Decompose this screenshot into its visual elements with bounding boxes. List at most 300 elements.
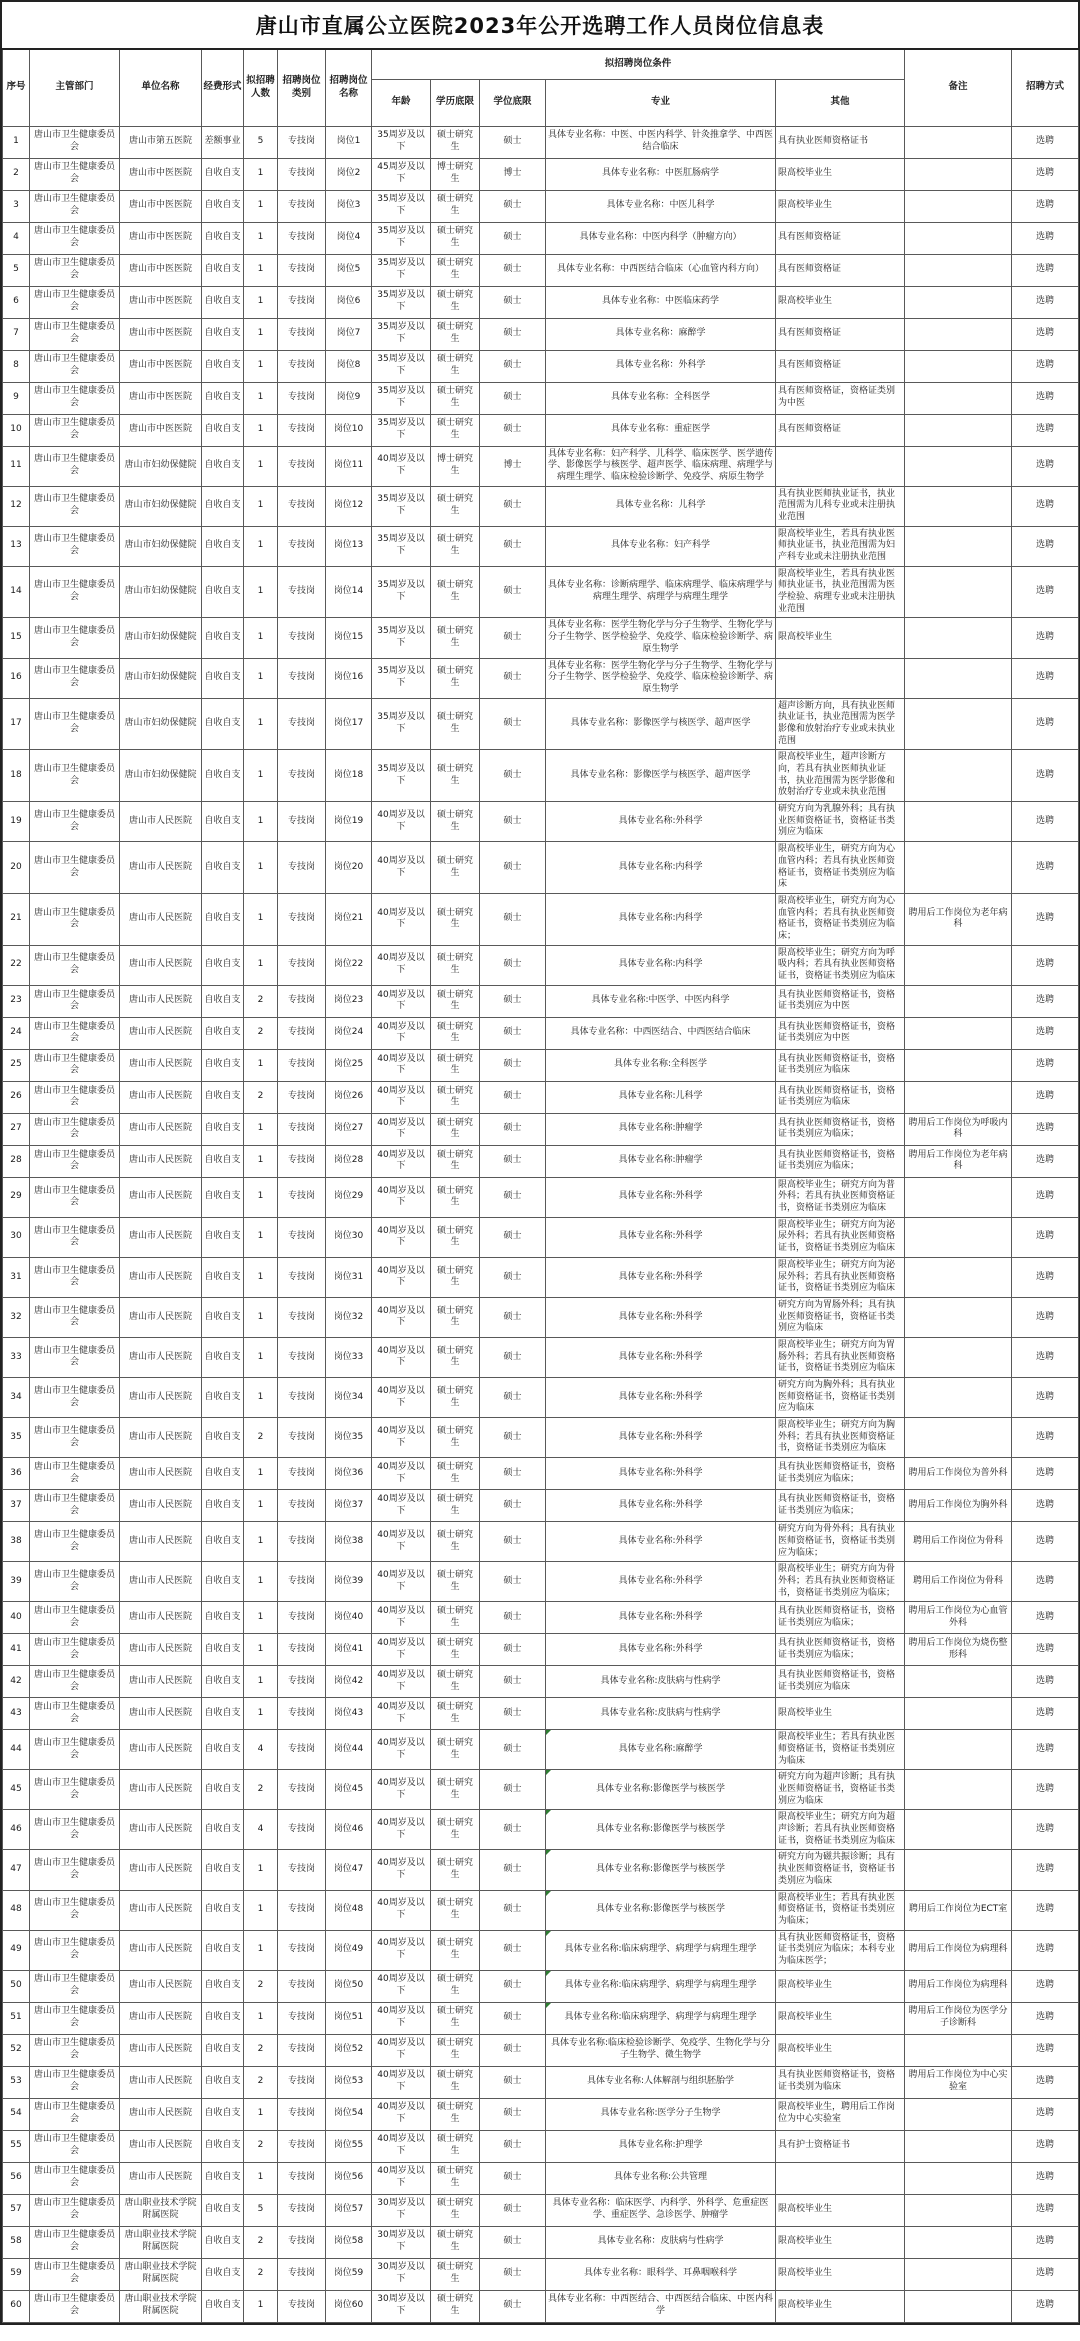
table-row <box>3 802 1079 842</box>
cell-other: 限高校毕业生；研究方向为呼吸内科；若具有执业医师资格证书，资格证书类别应为临床 <box>776 945 905 985</box>
table-row <box>3 2194 1079 2226</box>
cell-remark: 聘用后工作岗位为烧伤整形科 <box>905 1634 1012 1666</box>
cell-category: 专技岗 <box>278 126 326 158</box>
cell-other: 研究方向为胃肠外科；具有执业医师资格证书，资格证书类别应为临床 <box>776 1297 905 1337</box>
cell-education: 硕士研究生 <box>431 1770 480 1810</box>
cell-age: 30周岁及以下 <box>372 2194 431 2226</box>
cell-education: 硕士研究生 <box>431 1634 480 1666</box>
cell-funding: 自收自支 <box>202 2290 244 2322</box>
cell-other: 限高校毕业生 <box>776 1970 905 2002</box>
cell-degree: 硕士 <box>480 2066 546 2098</box>
cell-seq: 10 <box>3 414 30 446</box>
cell-post: 岗位29 <box>326 1177 372 1217</box>
cell-dept: 唐山市卫生健康委员会 <box>30 1490 120 1522</box>
cell-unit: 唐山市人民医院 <box>120 945 202 985</box>
table-row <box>3 2226 1079 2258</box>
cell-funding: 自收自支 <box>202 698 244 750</box>
cell-post: 岗位41 <box>326 1634 372 1666</box>
cell-degree: 硕士 <box>480 1770 546 1810</box>
cell-remark <box>905 126 1012 158</box>
cell-method: 选聘 <box>1012 350 1079 382</box>
cell-major: 具体专业名称:肿瘤学 <box>546 1145 776 1177</box>
cell-post: 岗位36 <box>326 1458 372 1490</box>
cell-post: 岗位15 <box>326 618 372 658</box>
cell-major: 具体专业名称:外科学 <box>546 1522 776 1562</box>
cell-other: 限高校毕业生 <box>776 2226 905 2258</box>
cell-age: 40周岁及以下 <box>372 2130 431 2162</box>
cell-seq: 40 <box>3 1602 30 1634</box>
cell-education: 硕士研究生 <box>431 1930 480 1970</box>
cell-age: 35周岁及以下 <box>372 658 431 698</box>
cell-unit: 唐山市人民医院 <box>120 1145 202 1177</box>
cell-count: 1 <box>244 526 278 566</box>
cell-seq: 41 <box>3 1634 30 1666</box>
cell-age: 40周岁及以下 <box>372 446 431 486</box>
table-row <box>3 1562 1079 1602</box>
cell-education: 硕士研究生 <box>431 1378 480 1418</box>
cell-category: 专技岗 <box>278 2098 326 2130</box>
table-row <box>3 1458 1079 1490</box>
cell-count: 2 <box>244 2130 278 2162</box>
cell-other <box>776 446 905 486</box>
cell-post: 岗位48 <box>326 1890 372 1930</box>
cell-method: 选聘 <box>1012 318 1079 350</box>
cell-unit: 唐山市人民医院 <box>120 1890 202 1930</box>
table-row <box>3 945 1079 985</box>
cell-method: 选聘 <box>1012 1257 1079 1297</box>
header-remark: 备注 <box>905 49 1012 126</box>
cell-dept: 唐山市卫生健康委员会 <box>30 1810 120 1850</box>
cell-education: 硕士研究生 <box>431 985 480 1017</box>
cell-category: 专技岗 <box>278 2258 326 2290</box>
cell-category: 专技岗 <box>278 1081 326 1113</box>
cell-method: 选聘 <box>1012 2258 1079 2290</box>
cell-funding: 自收自支 <box>202 1145 244 1177</box>
cell-category: 专技岗 <box>278 618 326 658</box>
cell-other: 限高校毕业生，若具有执业医师执业证书，执业范围需为医学检验、病理专业或未注册执业范围 <box>776 566 905 618</box>
table-row <box>3 1145 1079 1177</box>
cell-seq: 34 <box>3 1378 30 1418</box>
cell-remark <box>905 1217 1012 1257</box>
cell-remark: 聘用后工作岗位为骨科 <box>905 1522 1012 1562</box>
cell-unit: 唐山市中医医院 <box>120 318 202 350</box>
cell-major: 具体专业名称：中医、中医内科学、针灸推拿学、中西医结合临床 <box>546 126 776 158</box>
cell-count: 1 <box>244 414 278 446</box>
cell-age: 35周岁及以下 <box>372 618 431 658</box>
cell-education: 硕士研究生 <box>431 945 480 985</box>
cell-count: 2 <box>244 2066 278 2098</box>
table-row <box>3 1257 1079 1297</box>
cell-age: 40周岁及以下 <box>372 1850 431 1890</box>
cell-count: 5 <box>244 2194 278 2226</box>
cell-other: 限高校毕业生；若具有执业医师资格证书，资格证书类别应为临床； <box>776 1890 905 1930</box>
cell-method: 选聘 <box>1012 222 1079 254</box>
table-row <box>3 2066 1079 2098</box>
cell-education: 硕士研究生 <box>431 486 480 526</box>
cell-method: 选聘 <box>1012 1378 1079 1418</box>
cell-unit: 唐山市妇幼保健院 <box>120 618 202 658</box>
cell-post: 岗位1 <box>326 126 372 158</box>
cell-method: 选聘 <box>1012 1490 1079 1522</box>
green-corner-mark-icon <box>546 1931 551 1936</box>
cell-major: 具体专业名称：医学生物化学与分子生物学、生物化学与分子生物学、医学检验学、免疫学、临床检验诊断学、病原生物学 <box>546 658 776 698</box>
cell-age: 40周岁及以下 <box>372 1081 431 1113</box>
cell-post: 岗位50 <box>326 1970 372 2002</box>
cell-funding: 自收自支 <box>202 158 244 190</box>
cell-unit: 唐山市妇幼保健院 <box>120 566 202 618</box>
cell-major: 具体专业名称：医学生物化学与分子生物学、生物化学与分子生物学、医学检验学、免疫学、临床检验诊断学、病原生物学 <box>546 618 776 658</box>
cell-post: 岗位21 <box>326 893 372 945</box>
cell-other: 具有执业医师资格证书，资格证书类别应为临床 <box>776 1049 905 1081</box>
cell-category: 专技岗 <box>278 1634 326 1666</box>
cell-method: 选聘 <box>1012 1890 1079 1930</box>
cell-funding: 自收自支 <box>202 1257 244 1297</box>
cell-post: 岗位17 <box>326 698 372 750</box>
cell-seq: 39 <box>3 1562 30 1602</box>
header-age: 年龄 <box>372 79 431 126</box>
cell-post: 岗位56 <box>326 2162 372 2194</box>
cell-major: 具体专业名称:临床检验诊断学、免疫学、生物化学与分子生物学、微生物学 <box>546 2034 776 2066</box>
cell-dept: 唐山市卫生健康委员会 <box>30 486 120 526</box>
cell-dept: 唐山市卫生健康委员会 <box>30 318 120 350</box>
cell-remark <box>905 750 1012 802</box>
cell-age: 35周岁及以下 <box>372 286 431 318</box>
cell-degree: 硕士 <box>480 2002 546 2034</box>
cell-unit: 唐山市人民医院 <box>120 1177 202 1217</box>
cell-other: 限高校毕业生 <box>776 2034 905 2066</box>
cell-other: 具有护士资格证书 <box>776 2130 905 2162</box>
cell-other: 具有执业医师资格证书，资格证书类别应为临床； <box>776 1634 905 1666</box>
cell-method: 选聘 <box>1012 698 1079 750</box>
table-row <box>3 842 1079 894</box>
cell-dept: 唐山市卫生健康委员会 <box>30 1930 120 1970</box>
cell-post: 岗位27 <box>326 1113 372 1145</box>
table-row <box>3 750 1079 802</box>
cell-dept: 唐山市卫生健康委员会 <box>30 382 120 414</box>
cell-method: 选聘 <box>1012 1562 1079 1602</box>
cell-other: 研究方向为乳腺外科；具有执业医师资格证书，资格证书类别应为临床 <box>776 802 905 842</box>
cell-funding: 自收自支 <box>202 802 244 842</box>
cell-seq: 16 <box>3 658 30 698</box>
cell-remark <box>905 446 1012 486</box>
cell-unit: 唐山市妇幼保健院 <box>120 698 202 750</box>
header-seq: 序号 <box>3 49 30 126</box>
cell-unit: 唐山市人民医院 <box>120 1666 202 1698</box>
cell-method: 选聘 <box>1012 1297 1079 1337</box>
cell-method: 选聘 <box>1012 2194 1079 2226</box>
position-table <box>2 48 1079 2323</box>
cell-post: 岗位54 <box>326 2098 372 2130</box>
cell-major: 具体专业名称:影像医学与核医学 <box>546 1850 776 1890</box>
cell-education: 硕士研究生 <box>431 1602 480 1634</box>
cell-count: 1 <box>244 1217 278 1257</box>
table-row <box>3 698 1079 750</box>
cell-dept: 唐山市卫生健康委员会 <box>30 126 120 158</box>
cell-dept: 唐山市卫生健康委员会 <box>30 526 120 566</box>
cell-funding: 自收自支 <box>202 893 244 945</box>
cell-funding: 自收自支 <box>202 2194 244 2226</box>
cell-seq: 43 <box>3 1698 30 1730</box>
cell-major: 具体专业名称：中西医结合、中西医结合临床、中医内科学 <box>546 2290 776 2322</box>
cell-funding: 自收自支 <box>202 566 244 618</box>
cell-education: 硕士研究生 <box>431 1458 480 1490</box>
cell-education: 硕士研究生 <box>431 842 480 894</box>
cell-remark: 聘用后工作岗位为普外科 <box>905 1458 1012 1490</box>
cell-remark <box>905 286 1012 318</box>
cell-age: 30周岁及以下 <box>372 2258 431 2290</box>
cell-education: 硕士研究生 <box>431 1490 480 1522</box>
table-row <box>3 2002 1079 2034</box>
cell-post: 岗位51 <box>326 2002 372 2034</box>
cell-remark: 聘用后工作岗位为医学分子诊断科 <box>905 2002 1012 2034</box>
cell-count: 2 <box>244 2258 278 2290</box>
cell-dept: 唐山市卫生健康委员会 <box>30 1113 120 1145</box>
cell-count: 2 <box>244 1418 278 1458</box>
cell-unit: 唐山市中医医院 <box>120 286 202 318</box>
cell-seq: 19 <box>3 802 30 842</box>
cell-funding: 自收自支 <box>202 2226 244 2258</box>
cell-major: 具体专业名称:皮肤病与性病学 <box>546 1666 776 1698</box>
cell-age: 40周岁及以下 <box>372 1217 431 1257</box>
cell-education: 硕士研究生 <box>431 1970 480 2002</box>
cell-remark <box>905 2130 1012 2162</box>
cell-age: 35周岁及以下 <box>372 750 431 802</box>
table-row <box>3 1522 1079 1562</box>
page-title: 唐山市直属公立医院2023年公开选聘工作人员岗位信息表 <box>255 14 825 38</box>
cell-post: 岗位5 <box>326 254 372 286</box>
cell-dept: 唐山市卫生健康委员会 <box>30 350 120 382</box>
cell-major: 具体专业名称:临床病理学、病理学与病理生理学 <box>546 1970 776 2002</box>
cell-unit: 唐山市妇幼保健院 <box>120 658 202 698</box>
table-row <box>3 414 1079 446</box>
cell-post: 岗位19 <box>326 802 372 842</box>
header-count: 拟招聘人数 <box>244 49 278 126</box>
cell-education: 硕士研究生 <box>431 1081 480 1113</box>
cell-age: 40周岁及以下 <box>372 1017 431 1049</box>
table-row <box>3 1177 1079 1217</box>
cell-other: 限高校毕业生 <box>776 2290 905 2322</box>
cell-category: 专技岗 <box>278 566 326 618</box>
cell-category: 专技岗 <box>278 698 326 750</box>
cell-remark <box>905 2226 1012 2258</box>
cell-funding: 自收自支 <box>202 2066 244 2098</box>
cell-category: 专技岗 <box>278 2162 326 2194</box>
table-row <box>3 1666 1079 1698</box>
cell-unit: 唐山市人民医院 <box>120 1602 202 1634</box>
cell-major: 具体专业名称:外科学 <box>546 1562 776 1602</box>
cell-other: 限高校毕业生；研究方向为超声诊断；若具有执业医师资格证书，资格证书类别应为临床 <box>776 1810 905 1850</box>
cell-education: 硕士研究生 <box>431 2130 480 2162</box>
cell-degree: 硕士 <box>480 2226 546 2258</box>
header-other: 其他 <box>776 79 905 126</box>
cell-major: 具体专业名称：妇产科学 <box>546 526 776 566</box>
cell-dept: 唐山市卫生健康委员会 <box>30 1418 120 1458</box>
cell-dept: 唐山市卫生健康委员会 <box>30 1297 120 1337</box>
cell-remark: 聘用后工作岗位为胸外科 <box>905 1490 1012 1522</box>
cell-major: 具体专业名称:外科学 <box>546 1378 776 1418</box>
cell-seq: 33 <box>3 1337 30 1377</box>
table-row <box>3 1490 1079 1522</box>
cell-count: 4 <box>244 1730 278 1770</box>
cell-remark: 聘用后工作岗位为呼吸内科 <box>905 1113 1012 1145</box>
cell-unit: 唐山市人民医院 <box>120 1562 202 1602</box>
cell-method: 选聘 <box>1012 1049 1079 1081</box>
table-row <box>3 1297 1079 1337</box>
cell-funding: 自收自支 <box>202 382 244 414</box>
cell-education: 硕士研究生 <box>431 698 480 750</box>
cell-funding: 自收自支 <box>202 222 244 254</box>
cell-age: 35周岁及以下 <box>372 698 431 750</box>
cell-post: 岗位52 <box>326 2034 372 2066</box>
cell-degree: 硕士 <box>480 2130 546 2162</box>
cell-degree: 硕士 <box>480 1890 546 1930</box>
cell-count: 1 <box>244 1634 278 1666</box>
cell-unit: 唐山市中医医院 <box>120 158 202 190</box>
cell-age: 40周岁及以下 <box>372 842 431 894</box>
cell-funding: 自收自支 <box>202 842 244 894</box>
cell-degree: 硕士 <box>480 1049 546 1081</box>
cell-major: 具体专业名称：影像医学与核医学、超声医学 <box>546 750 776 802</box>
cell-education: 硕士研究生 <box>431 1810 480 1850</box>
cell-dept: 唐山市卫生健康委员会 <box>30 1081 120 1113</box>
cell-category: 专技岗 <box>278 2194 326 2226</box>
cell-unit: 唐山市人民医院 <box>120 1970 202 2002</box>
cell-count: 1 <box>244 1562 278 1602</box>
cell-dept: 唐山市卫生健康委员会 <box>30 1522 120 1562</box>
cell-seq: 52 <box>3 2034 30 2066</box>
cell-method: 选聘 <box>1012 985 1079 1017</box>
cell-method: 选聘 <box>1012 1930 1079 1970</box>
table-row <box>3 350 1079 382</box>
table-row <box>3 1810 1079 1850</box>
cell-remark <box>905 1698 1012 1730</box>
cell-remark <box>905 1730 1012 1770</box>
cell-degree: 硕士 <box>480 1217 546 1257</box>
cell-count: 2 <box>244 2034 278 2066</box>
cell-count: 1 <box>244 190 278 222</box>
cell-education: 硕士研究生 <box>431 618 480 658</box>
cell-degree: 硕士 <box>480 1113 546 1145</box>
cell-other: 限高校毕业生，研究方向为心血管内科；若具有执业医师资格证书，资格证书类别应为临床 <box>776 842 905 894</box>
cell-degree: 硕士 <box>480 750 546 802</box>
cell-unit: 唐山市人民医院 <box>120 1049 202 1081</box>
cell-seq: 6 <box>3 286 30 318</box>
cell-category: 专技岗 <box>278 1337 326 1377</box>
cell-method: 选聘 <box>1012 1113 1079 1145</box>
cell-seq: 23 <box>3 985 30 1017</box>
cell-education: 硕士研究生 <box>431 2066 480 2098</box>
cell-method: 选聘 <box>1012 1970 1079 2002</box>
cell-category: 专技岗 <box>278 1217 326 1257</box>
cell-dept: 唐山市卫生健康委员会 <box>30 446 120 486</box>
cell-dept: 唐山市卫生健康委员会 <box>30 2226 120 2258</box>
cell-age: 35周岁及以下 <box>372 318 431 350</box>
table-row <box>3 566 1079 618</box>
cell-count: 1 <box>244 1378 278 1418</box>
cell-education: 硕士研究生 <box>431 1049 480 1081</box>
cell-remark <box>905 842 1012 894</box>
cell-method: 选聘 <box>1012 1017 1079 1049</box>
header-major: 专业 <box>546 79 776 126</box>
cell-degree: 硕士 <box>480 414 546 446</box>
table-row <box>3 254 1079 286</box>
cell-category: 专技岗 <box>278 1970 326 2002</box>
cell-degree: 硕士 <box>480 842 546 894</box>
cell-degree: 硕士 <box>480 222 546 254</box>
cell-degree: 硕士 <box>480 318 546 350</box>
cell-education: 硕士研究生 <box>431 1666 480 1698</box>
cell-seq: 15 <box>3 618 30 658</box>
cell-category: 专技岗 <box>278 1602 326 1634</box>
cell-category: 专技岗 <box>278 1458 326 1490</box>
cell-remark <box>905 2162 1012 2194</box>
cell-funding: 自收自支 <box>202 2162 244 2194</box>
cell-education: 硕士研究生 <box>431 2034 480 2066</box>
cell-dept: 唐山市卫生健康委员会 <box>30 1177 120 1217</box>
cell-seq: 37 <box>3 1490 30 1522</box>
table-row <box>3 1730 1079 1770</box>
cell-dept: 唐山市卫生健康委员会 <box>30 802 120 842</box>
cell-count: 1 <box>244 1890 278 1930</box>
cell-education: 硕士研究生 <box>431 526 480 566</box>
cell-post: 岗位18 <box>326 750 372 802</box>
cell-post: 岗位33 <box>326 1337 372 1377</box>
table-row <box>3 1930 1079 1970</box>
cell-post: 岗位28 <box>326 1145 372 1177</box>
cell-count: 1 <box>244 1602 278 1634</box>
cell-seq: 14 <box>3 566 30 618</box>
cell-unit: 唐山市人民医院 <box>120 893 202 945</box>
cell-post: 岗位53 <box>326 2066 372 2098</box>
cell-method: 选聘 <box>1012 1145 1079 1177</box>
cell-remark <box>905 618 1012 658</box>
cell-category: 专技岗 <box>278 190 326 222</box>
cell-remark <box>905 1418 1012 1458</box>
cell-age: 40周岁及以下 <box>372 802 431 842</box>
cell-funding: 自收自支 <box>202 2098 244 2130</box>
cell-age: 40周岁及以下 <box>372 1522 431 1562</box>
cell-method: 选聘 <box>1012 1081 1079 1113</box>
cell-post: 岗位44 <box>326 1730 372 1770</box>
cell-other: 限高校毕业生；研究方向为胃肠外科；若具有执业医师资格证书，资格证书类别应为临床 <box>776 1337 905 1377</box>
cell-education: 硕士研究生 <box>431 1850 480 1890</box>
cell-funding: 自收自支 <box>202 2130 244 2162</box>
cell-age: 40周岁及以下 <box>372 893 431 945</box>
cell-count: 1 <box>244 618 278 658</box>
cell-unit: 唐山市人民医院 <box>120 2066 202 2098</box>
table-row <box>3 2290 1079 2322</box>
cell-unit: 唐山市人民医院 <box>120 842 202 894</box>
cell-category: 专技岗 <box>278 1297 326 1337</box>
cell-major: 具体专业名称:外科学 <box>546 1418 776 1458</box>
cell-category: 专技岗 <box>278 1177 326 1217</box>
cell-seq: 22 <box>3 945 30 985</box>
cell-age: 40周岁及以下 <box>372 1930 431 1970</box>
cell-post: 岗位20 <box>326 842 372 894</box>
cell-degree: 博士 <box>480 446 546 486</box>
cell-education: 硕士研究生 <box>431 1562 480 1602</box>
table-row <box>3 2258 1079 2290</box>
cell-remark <box>905 382 1012 414</box>
cell-seq: 47 <box>3 1850 30 1890</box>
cell-funding: 自收自支 <box>202 985 244 1017</box>
header-dept: 主管部门 <box>30 49 120 126</box>
cell-post: 岗位11 <box>326 446 372 486</box>
cell-method: 选聘 <box>1012 2098 1079 2130</box>
cell-other: 限高校毕业生，超声诊断方向，若具有执业医师执业证书，执业范围需为医学影像和放射治疗专业或未执业范围 <box>776 750 905 802</box>
cell-education: 硕士研究生 <box>431 126 480 158</box>
table-row <box>3 486 1079 526</box>
